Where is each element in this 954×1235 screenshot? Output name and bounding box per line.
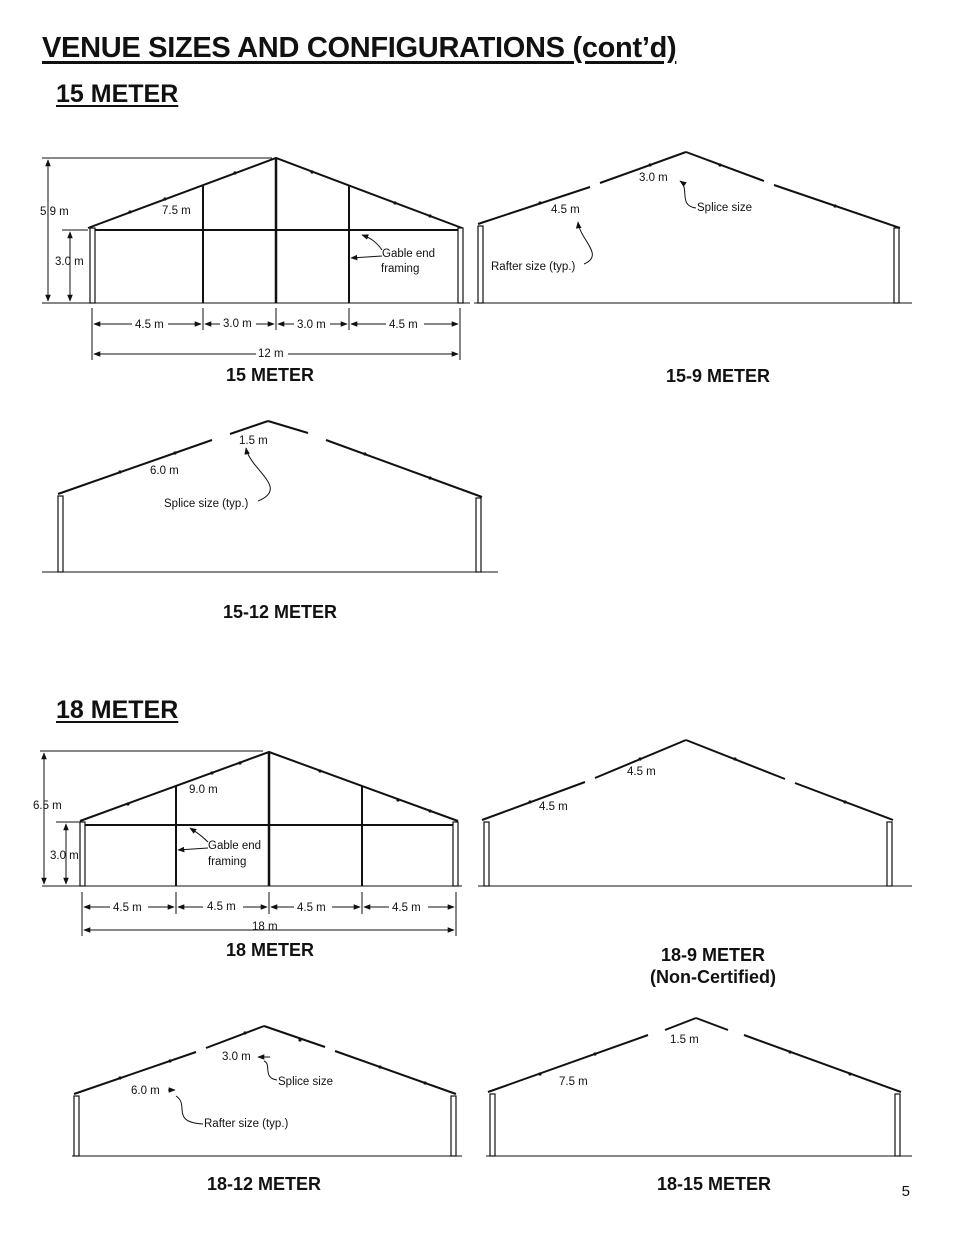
label-bay-2: 3.0 m <box>223 318 252 330</box>
section-title-15-meter: 15 METER <box>56 80 179 108</box>
label-width: 12 m <box>258 348 284 360</box>
caption-18-meter: 18 METER <box>225 940 315 960</box>
figure-15-9-meter <box>474 152 912 303</box>
label-rafter-note: Rafter size (typ.) <box>204 1118 289 1130</box>
label-bay-4: 4.5 m <box>392 902 421 914</box>
label-height-total: 6.5 m <box>33 800 62 812</box>
label-rafter: 4.5 m <box>551 204 580 216</box>
figure-18-12-meter <box>72 1026 462 1156</box>
caption-18-15-meter: 18-15 METER <box>656 1174 772 1194</box>
label-gable-line2: framing <box>381 263 420 275</box>
caption-18-9-meter <box>620 944 806 988</box>
roof-segments <box>488 1018 901 1092</box>
label-bay-4: 4.5 m <box>389 319 418 331</box>
label-splice: 1.5 m <box>239 435 268 447</box>
figure-18-15-meter <box>486 1018 912 1156</box>
columns <box>80 752 458 886</box>
label-rafter: 7.5 m <box>162 205 191 217</box>
caption-15-meter: 15 METER <box>225 365 315 385</box>
label-height-eave: 3.0 m <box>55 256 84 268</box>
label-rafter: 7.5 m <box>559 1076 588 1088</box>
label-splice: 1.5 m <box>670 1034 699 1046</box>
section-title-18-meter: 18 METER <box>56 696 179 724</box>
label-bay-2: 4.5 m <box>207 901 236 913</box>
label-bay-1: 4.5 m <box>135 319 164 331</box>
label-height-eave: 3.0 m <box>50 850 79 862</box>
figure-18-9-meter <box>478 740 912 886</box>
roof-segments <box>74 1026 456 1094</box>
caption-18-9-meter-line1: 18-9 METER <box>660 945 766 965</box>
label-bay-3: 4.5 m <box>297 902 326 914</box>
label-splice-note: Splice size <box>697 202 752 214</box>
label-lower: 4.5 m <box>539 801 568 813</box>
page-number: 5 <box>901 1183 910 1200</box>
label-splice-note: Splice size <box>278 1076 333 1088</box>
label-gable-line1: Gable end <box>208 840 262 852</box>
label-rafter: 6.0 m <box>131 1085 160 1097</box>
caption-15-9-meter: 15-9 METER <box>665 366 771 386</box>
label-gable-line1: Gable end <box>382 248 436 260</box>
roof-segments <box>478 152 900 228</box>
figure-15-12-meter <box>42 421 498 572</box>
caption-18-12-meter: 18-12 METER <box>206 1174 322 1194</box>
label-rafter: 9.0 m <box>189 784 218 796</box>
label-rafter-note: Rafter size (typ.) <box>491 261 576 273</box>
label-bay-3: 3.0 m <box>297 319 326 331</box>
label-splice: 3.0 m <box>222 1051 251 1063</box>
label-gable-line2: framing <box>208 856 247 868</box>
label-width: 18 m <box>252 921 278 933</box>
label-bay-1: 4.5 m <box>113 902 142 914</box>
caption-15-12-meter: 15-12 METER <box>222 602 338 622</box>
label-splice-note: Splice size (typ.) <box>164 498 249 510</box>
label-splice: 3.0 m <box>639 172 668 184</box>
label-upper: 4.5 m <box>627 766 656 778</box>
label-rafter: 6.0 m <box>150 465 179 477</box>
page-title: VENUE SIZES AND CONFIGURATIONS (cont’d) <box>42 32 677 64</box>
caption-18-9-meter-line2: (Non-Certified) <box>650 967 776 987</box>
figure-15-meter <box>40 158 470 360</box>
figure-18-meter <box>33 751 462 936</box>
label-height-total: 5.9 m <box>40 206 69 218</box>
